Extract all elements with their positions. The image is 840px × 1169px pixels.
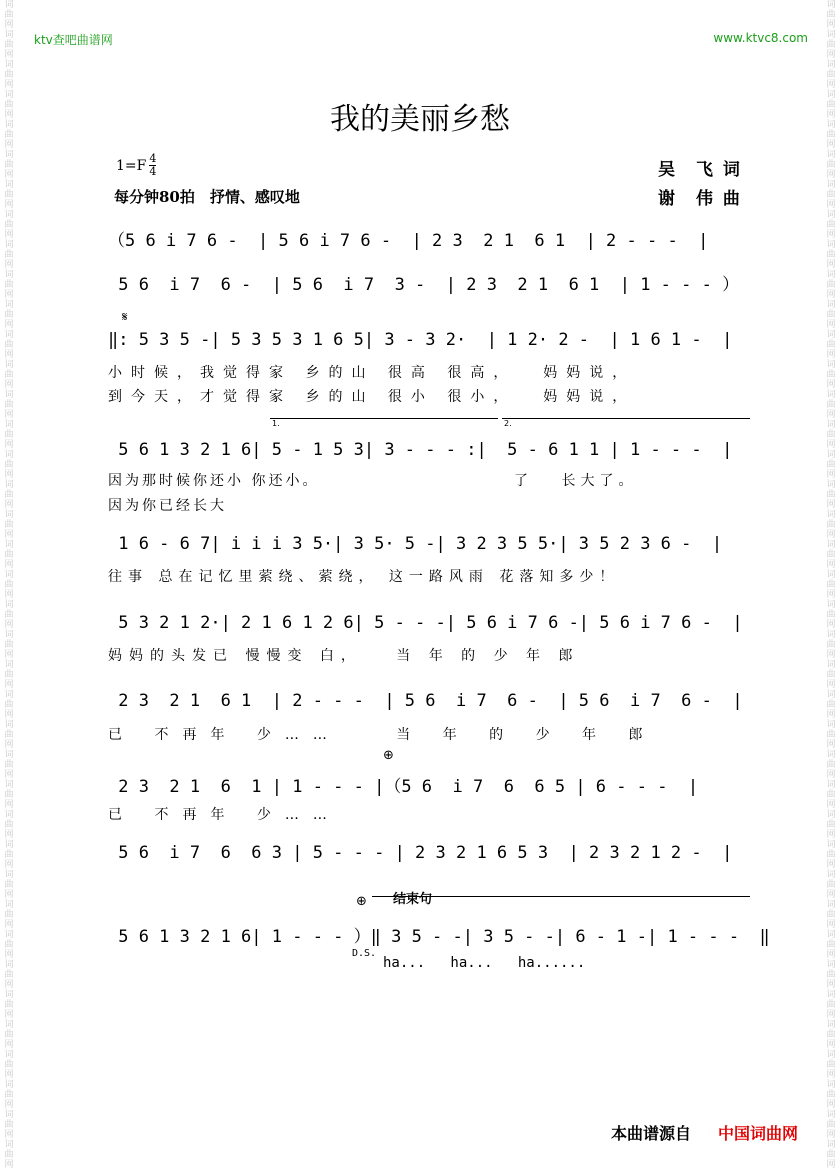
song-title: 我的美丽乡愁 <box>330 102 510 137</box>
lyricist-credit: 吴 飞 词 <box>658 160 742 180</box>
lyric-row-3-verse-2: 到今天，才觉得家 乡的山 很小 很小， 妈妈说， <box>108 389 636 405</box>
ending-label: 结束句 <box>393 892 433 907</box>
site-watermark-right: www.ktvc8.com <box>713 31 808 45</box>
volta-bracket-1 <box>270 418 498 419</box>
lyric-row-4-right: 了 长大了。 <box>514 473 638 489</box>
lyric-row-4-left: 因为那时候你还小 你还小。 <box>108 473 320 489</box>
score-row-9: 5 6 i 7 6 6 3 | 5 - - - | 2 3 2 1 6 5 3 | 2 3 2 1 2 - | <box>108 843 733 863</box>
time-top: 4 <box>149 152 157 165</box>
site-watermark-left: ktv查吧曲谱网 <box>34 33 113 47</box>
score-row-8: 2 3 2 1 6 1 | 1 - - - |（5 6 i 7 6 6 5 | 6 - - - | <box>108 777 699 797</box>
lyric-row-8: 已 不再年 少…… <box>108 807 341 823</box>
coda-sign: ⊕ <box>383 748 394 763</box>
edge-watermark-left: 词曲网词曲网词曲网词曲网词曲网词曲网词曲网词曲网词曲网词曲网词曲网词曲网词曲网词曲网词曲网词曲网词曲网词曲网词曲网词曲网词曲网词曲网词曲网词曲网词曲网词曲网词曲网词曲网词曲网词曲网词曲网词曲网词曲网词曲网词曲网词曲网词曲网词曲网词曲网 <box>4 0 14 1169</box>
score-row-3: ‖: 5 3 5 -| 5 3 5 3 1 6 5| 3 - 3 2· | 1 2· 2 - | 1 6 1 - | <box>108 330 733 350</box>
score-row-6: 5 3 2 1 2·| 2 1 6 1 2 6| 5 - - -| 5 6 i 7 6 -| 5 6 i 7 6 - | <box>108 613 743 633</box>
score-row-1: （5 6 i 7 6 - | 5 6 i 7 6 - | 2 3 2 1 6 1 | 2 - - - | <box>108 231 709 251</box>
composer-credit: 谢 伟 曲 <box>658 189 742 209</box>
coda-sign-ending: ⊕ <box>356 894 367 909</box>
key-label: 1=F <box>116 157 147 174</box>
lyric-row-4-verse-2: 因为你已经长大 <box>108 498 227 514</box>
edge-watermark-right: 词曲网词曲网词曲网词曲网词曲网词曲网词曲网词曲网词曲网词曲网词曲网词曲网词曲网词曲网词曲网词曲网词曲网词曲网词曲网词曲网词曲网词曲网词曲网词曲网词曲网词曲网词曲网词曲网词曲网词曲网词曲网词曲网词曲网词曲网词曲网词曲网词曲网词曲网词曲网 <box>826 0 836 1169</box>
tempo-marking: 每分钟80拍 抒情、感叹地 <box>114 188 300 206</box>
score-row-7: 2 3 2 1 6 1 | 2 - - - | 5 6 i 7 6 - | 5 6 i 7 6 - | <box>108 691 743 711</box>
key-signature <box>116 153 156 178</box>
ds-marking: D.S. <box>352 948 377 959</box>
lyric-row-5: 往事 总在记忆里萦绕、萦绕， 这一路风雨 花落知多少！ <box>108 569 620 585</box>
source-label: 本曲谱源自 <box>611 1124 692 1143</box>
source-site-link[interactable]: 中国词曲网 <box>718 1124 799 1143</box>
score-row-10: 5 6 1 3 2 1 6| 1 - - - ）‖ 3 5 - -| 3 5 - -| 6 - 1 -| 1 - - - ‖ <box>108 927 770 947</box>
score-row-2: 5 6 i 7 6 - | 5 6 i 7 3 - | 2 3 2 1 6 1 | 1 - - - ） <box>108 275 740 295</box>
score-row-5: 1 6 - 6 7| i i i 3 5·| 3 5· 5 -| 3 2 3 5 5·| 3 5 2 3 6 - | <box>108 534 723 554</box>
ending-lyric: ha... ha... ha...... <box>383 955 586 971</box>
segno-sign: 𝄋 <box>122 310 128 325</box>
lyric-row-6: 妈妈的头发已 慢慢变 白， 当 年 的 少 年 郎 <box>108 648 580 664</box>
time-signature <box>149 153 156 178</box>
score-row-4: 5 6 1 3 2 1 6| 5 - 1 5 3| 3 - - - :| 5 - 6 1 1 | 1 - - - | <box>108 440 733 460</box>
volta-label-1: 1. <box>272 419 280 428</box>
lyric-row-3-verse-1: 小时候，我觉得家 乡的山 很高 很高， 妈妈说， <box>108 365 636 381</box>
lyric-row-7: 已 不再年 少…… 当 年 的 少 年 郎 <box>108 727 657 743</box>
volta-bracket-2 <box>502 418 750 419</box>
volta-label-2: 2. <box>504 419 512 428</box>
time-bottom: 4 <box>149 165 157 178</box>
